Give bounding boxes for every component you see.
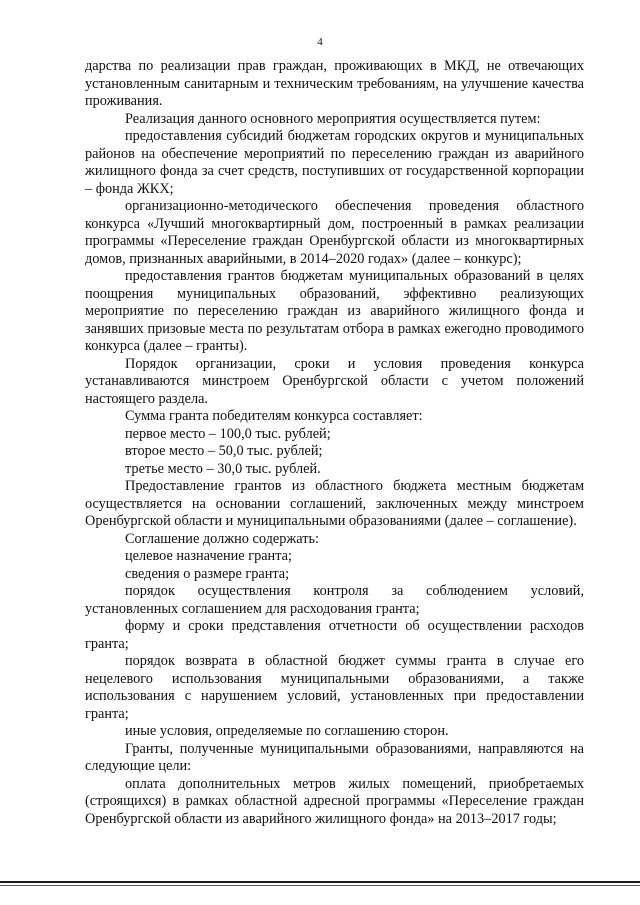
paragraph-grant-goals: Гранты, полученные муниципальными образованиями, направляются на следующие цели: [85, 740, 584, 774]
list-item-amount: сведения о размере гранта; [125, 565, 290, 582]
paragraph-contest-support: организационно-методического обеспечения проведения областного конкурса «Лучший многоквартирный дом, построенный в рамках реализации программы «Переселение граждан Оренбургской области из многоквартирных домов, признанных аварийными, в 2014–2020 годах» (далее – конкурс); [85, 198, 584, 267]
paragraph-grant-provision: Предоставление грантов из областного бюджета местным бюджетам осуществляется на основании соглашений, заключенных между минстроем Оренбургской области и муниципальными образованиями (далее – соглашение). [85, 478, 584, 529]
paragraph-continuation: дарства по реализации прав граждан, проживающих в МКД, не отвечающих установленным санитарным и техническим требованиям, на улучшение качества проживания. [85, 58, 584, 109]
list-item-control: порядок осуществления контроля за соблюдением условий, установленных соглашением для расходования гранта; [85, 583, 584, 617]
list-item-reporting: форму и сроки представления отчетности об осуществлении расходов гранта; [85, 618, 584, 652]
document-body [85, 58, 584, 828]
paragraph-grants: предоставления грантов бюджетам муниципальных образований в целях поощрения муниципальных образований, эффективно реализующих мероприятие по переселению граждан из аварийного жилищного фонда и занявших призовые места по результатам отбора в рамках ежегодно проводимого конкурса (далее – гранты). [85, 268, 584, 354]
paragraph-subsidies: предоставления субсидий бюджетам городских округов и муниципальных районов на обеспечение мероприятий по переселению граждан из аварийного жилищного фонда за счет средств, поступивших от государственной корпорации – фонда ЖКХ; [85, 128, 584, 197]
list-item-refund: порядок возврата в областной бюджет суммы гранта в случае его нецелевого использования муниципальными образованиями, а также использования с нарушением условий, установленных при предоставлении гранта; [85, 653, 584, 722]
paragraph-contest-procedure: Порядок организации, сроки и условия проведения конкурса устанавливаются минстроем Оренбургской области с учетом положений настоящего раздела. [85, 355, 584, 407]
scan-edge-line-thin [0, 885, 640, 886]
paragraph-agreement-contents: Соглашение должно содержать: [125, 530, 319, 547]
scan-edge-line [0, 881, 640, 883]
list-item-third-place: третье место – 30,0 тыс. рублей. [125, 460, 321, 477]
list-item-second-place: второе место – 50,0 тыс. рублей; [125, 443, 323, 459]
paragraph-grant-amount: Сумма гранта победителям конкурса составляет: [125, 408, 423, 424]
page-number: 4 [317, 36, 323, 48]
list-item-other-conditions: иные условия, определяемые по соглашению сторон. [125, 723, 449, 739]
list-item-first-place: первое место – 100,0 тыс. рублей; [125, 425, 331, 442]
list-item-payment: оплата дополнительных метров жилых помещений, приобретаемых (строящихся) в рамках областной адресной программы «Переселение граждан Оренбургской области из аварийного жилищного фонда» на 2013–2017 годы; [85, 775, 584, 827]
list-item-purpose: целевое назначение гранта; [125, 548, 292, 564]
paragraph-implementation-intro: Реализация данного основного мероприятия осуществляется путем: [125, 110, 541, 127]
